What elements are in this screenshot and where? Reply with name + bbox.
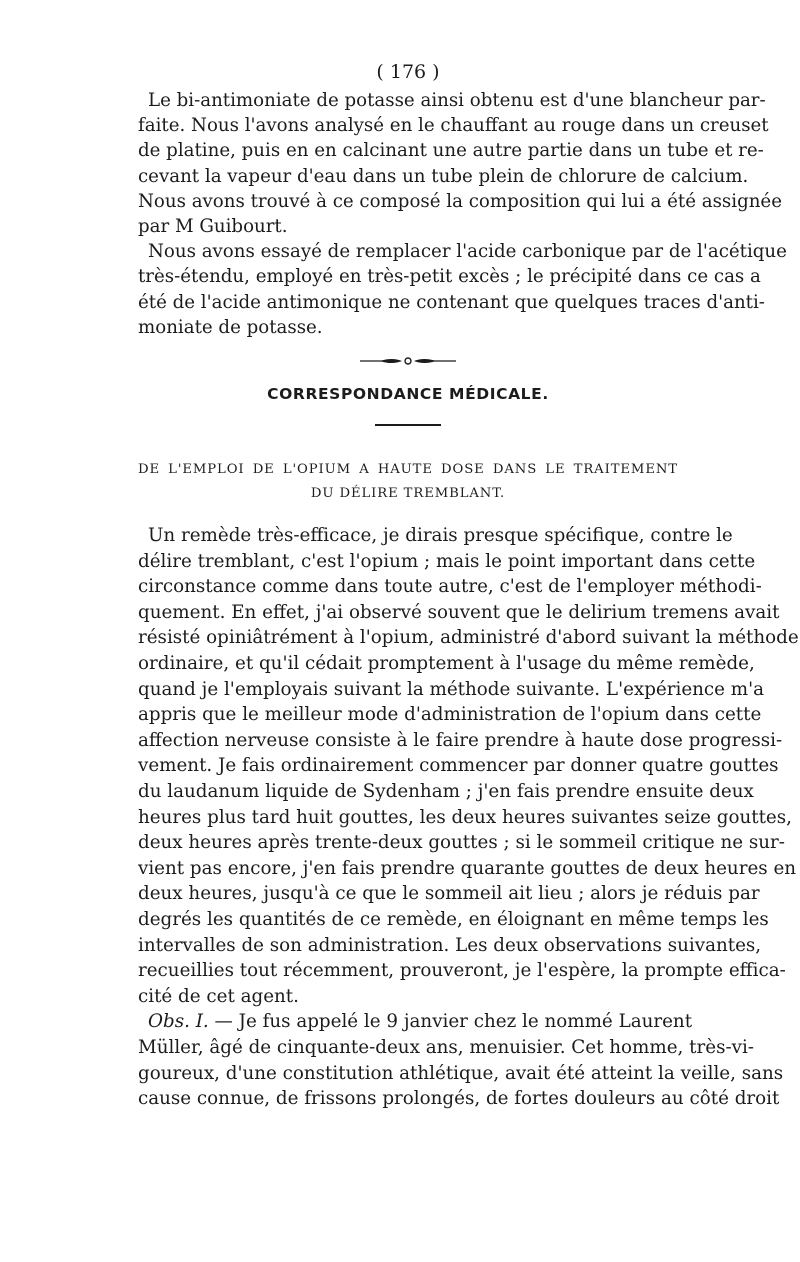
text-line: appris que le meilleur mode d'administration de l'opium dans cette — [138, 704, 762, 726]
text-line: goureux, d'une constitution athlétique, avait été atteint la veille, sans — [138, 1062, 784, 1084]
text-line: intervalles de son administration. Les deux observations suivantes, — [138, 934, 762, 956]
text-line: Nous avons trouvé à ce composé la composition qui lui a été assignée — [138, 190, 782, 212]
text-line: été de l'acide antimonique ne contenant que quelques traces d'anti- — [138, 291, 765, 313]
text-line: degrés les quantités de ce remède, en éloignant en même temps les — [138, 908, 769, 930]
text-line: cité de cet agent. — [138, 985, 299, 1007]
text-line: Nous avons essayé de remplacer l'acide carbonique par de l'acétique — [148, 241, 787, 263]
text-line: délire tremblant, c'est l'opium ; mais le point important dans cette — [138, 550, 756, 572]
text-line: cause connue, de frissons prolongés, de fortes douleurs au côté droit — [138, 1088, 780, 1110]
text-line: deux heures, jusqu'à ce que le sommeil ait lieu ; alors je réduis par — [138, 883, 760, 905]
observation-label: Obs. I. — [148, 1011, 209, 1033]
ornament-divider — [138, 356, 678, 366]
text-line: quand je l'employais suivant la méthode suivante. L'expérience m'a — [138, 678, 765, 700]
book-page — [138, 58, 799, 1112]
page-number: ( 176 ) — [376, 61, 440, 83]
article-title-line: DE L'EMPLOI DE L'OPIUM A HAUTE DOSE DANS LE TRAITEMENT — [138, 462, 678, 478]
body-paragraph-1 — [138, 523, 799, 1009]
text-line: Un remède très-efficace, je dirais presque spécifique, contre le — [148, 525, 733, 547]
text-line: résisté opiniâtrément à l'opium, administré d'abord suivant la méthode — [138, 627, 799, 649]
text-line: quement. En effet, j'ai observé souvent que le delirium tremens avait — [138, 601, 780, 623]
text-line — [138, 1009, 693, 1035]
text-line: de platine, puis en en calcinant une autre partie dans un tube et re- — [138, 140, 764, 162]
ornament-icon — [358, 356, 458, 366]
text-line: heures plus tard huit gouttes, les deux heures suivantes seize gouttes, — [138, 806, 792, 828]
text-line: faite. Nous l'avons analysé en le chauffant au rouge dans un creuset — [138, 115, 769, 137]
text-line: Müller, âgé de cinquante-deux ans, menuisier. Cet homme, très-vi- — [138, 1036, 754, 1058]
section-title: CORRESPONDANCE MÉDICALE. — [267, 385, 549, 404]
text-line: Le bi-antimoniate de potasse ainsi obtenu est d'une blancheur par- — [148, 90, 766, 111]
article-title-line: DU DÉLIRE TREMBLANT. — [310, 486, 506, 502]
text-line: circonstance comme dans toute autre, c'est de l'employer méthodi- — [138, 576, 762, 598]
text-line: du laudanum liquide de Sydenham ; j'en fais prendre ensuite deux — [138, 780, 754, 802]
text-line: ordinaire, et qu'il cédait promptement à l'usage du même remède, — [138, 653, 755, 674]
text-line: vement. Je fais ordinairement commencer par donner quatre gouttes — [138, 755, 779, 777]
text-line: cevant la vapeur d'eau dans un tube plein de chlorure de calcium. — [138, 165, 749, 187]
text-line: recueillies tout récemment, prouveront, je l'espère, la prompte effica- — [138, 960, 786, 982]
text-line: par M Guibourt. — [138, 216, 288, 238]
section-rule — [375, 424, 441, 426]
text-line: vient pas encore, j'en fais prendre quarante gouttes de deux heures en — [138, 857, 797, 879]
observation-paragraph — [138, 1009, 784, 1111]
text-line: deux heures après trente-deux gouttes ; si le sommeil critique ne sur- — [138, 832, 785, 854]
text-line: très-étendu, employé en très-petit excès ; le précipité dans ce cas a — [138, 266, 761, 288]
observation-first-line: — Je fus appelé le 9 janvier chez le nommé Laurent — [208, 1011, 693, 1033]
intro-paragraph-2 — [138, 239, 787, 340]
intro-paragraph-1 — [138, 88, 782, 239]
article-title — [138, 458, 678, 506]
text-line: affection nerveuse consiste à le faire prendre à haute dose progressi- — [138, 729, 783, 751]
text-line: moniate de potasse. — [138, 316, 323, 338]
